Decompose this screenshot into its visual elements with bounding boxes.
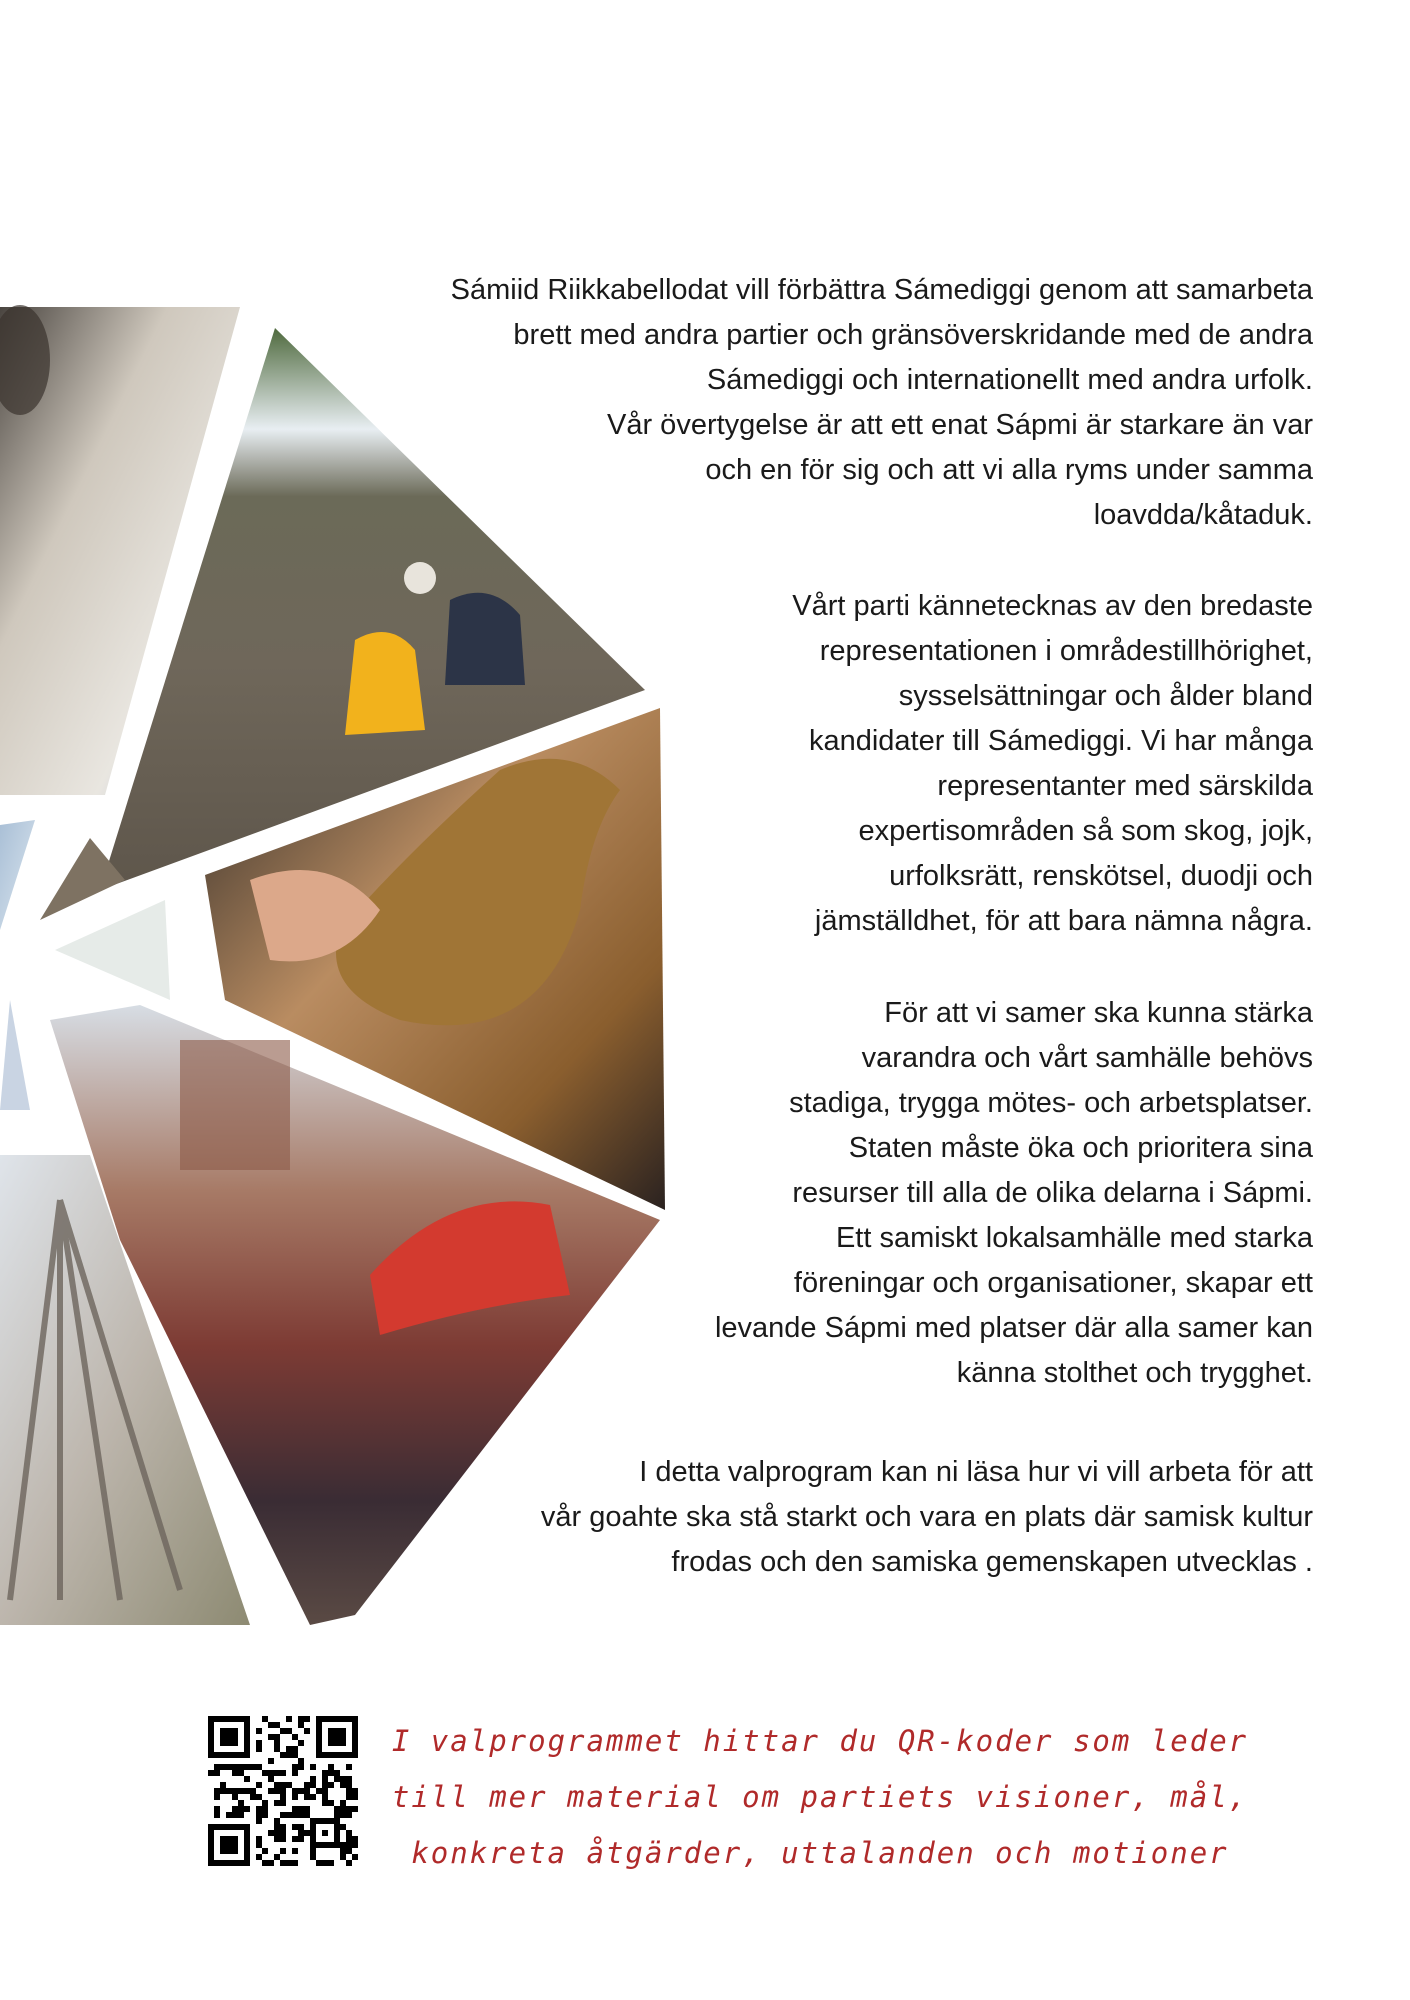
qr-code-icon[interactable] bbox=[208, 1716, 358, 1866]
photo-shard-sky bbox=[55, 900, 170, 1000]
text-line: Staten måste öka och prioritera sina bbox=[848, 1132, 1313, 1164]
text-line: stadiga, trygga mötes- och arbetsplatser. bbox=[789, 1087, 1313, 1119]
photo-detail-person-head bbox=[404, 562, 436, 594]
text-line: Ett samiskt lokalsamhälle med starka bbox=[835, 1222, 1313, 1254]
photo-shard-snow bbox=[0, 820, 35, 930]
footer-note bbox=[370, 1713, 1270, 1881]
intro-paragraph bbox=[451, 268, 1313, 538]
text-line: Vårt parti kännetecknas av den bredaste bbox=[792, 590, 1313, 622]
text-line: I detta valprogram kan ni läsa hur vi vill arbeta för att bbox=[639, 1456, 1313, 1488]
text-line: representationen i områdestillhörighet, bbox=[819, 635, 1313, 667]
text-line: vår goahte ska stå starkt och vara en plats där samisk kultur bbox=[540, 1501, 1313, 1533]
text-line: föreningar och organisationer, skapar ett bbox=[793, 1267, 1313, 1299]
photo-shard-blue bbox=[0, 1000, 30, 1110]
footer-line: I valprogrammet hittar du QR-koder som leder bbox=[391, 1724, 1249, 1758]
photo-detail-building bbox=[180, 1040, 290, 1170]
text-line: loavdda/kåtaduk. bbox=[1093, 499, 1313, 531]
text-line: expertisområden så som skog, jojk, bbox=[858, 815, 1313, 847]
representation-paragraph bbox=[792, 584, 1313, 944]
text-line: brett med andra partier och gränsöverskridande med de andra bbox=[513, 319, 1313, 351]
text-line: Sámiid Riikkabellodat vill förbättra Sámediggi genom att samarbeta bbox=[450, 274, 1313, 306]
text-line: Sámediggi och internationellt med andra urfolk. bbox=[706, 364, 1313, 396]
text-line: urfolksrätt, renskötsel, duodji och bbox=[889, 860, 1313, 892]
text-line: varandra och vårt samhälle behövs bbox=[861, 1042, 1313, 1074]
text-line: levande Sápmi med platser där alla samer kan bbox=[714, 1312, 1313, 1344]
text-line: För att vi samer ska kunna stärka bbox=[884, 997, 1313, 1029]
text-line: sysselsättningar och ålder bland bbox=[898, 680, 1313, 712]
text-line: känna stolthet och trygghet. bbox=[956, 1357, 1313, 1389]
text-line: Vår övertygelse är att ett enat Sápmi är starkare än var bbox=[607, 409, 1313, 441]
footer-line: konkreta åtgärder, uttalanden och motioner bbox=[411, 1836, 1229, 1870]
text-line: jämställdhet, för att bara nämna några. bbox=[814, 905, 1313, 937]
photo-shard-rock bbox=[40, 838, 125, 920]
footer-line: till mer material om partiets visioner, mål, bbox=[391, 1780, 1249, 1814]
closing-paragraph bbox=[541, 1450, 1313, 1585]
text-line: representanter med särskilda bbox=[937, 770, 1313, 802]
text-line: frodas och den samiska gemenskapen utvecklas . bbox=[671, 1546, 1313, 1578]
text-line: och en för sig och att vi alla ryms under samma bbox=[705, 454, 1313, 486]
text-line: kandidater till Sámediggi. Vi har många bbox=[808, 725, 1313, 757]
text-line: resurser till alla de olika delarna i Sápmi. bbox=[792, 1177, 1313, 1209]
community-paragraph bbox=[715, 991, 1313, 1396]
